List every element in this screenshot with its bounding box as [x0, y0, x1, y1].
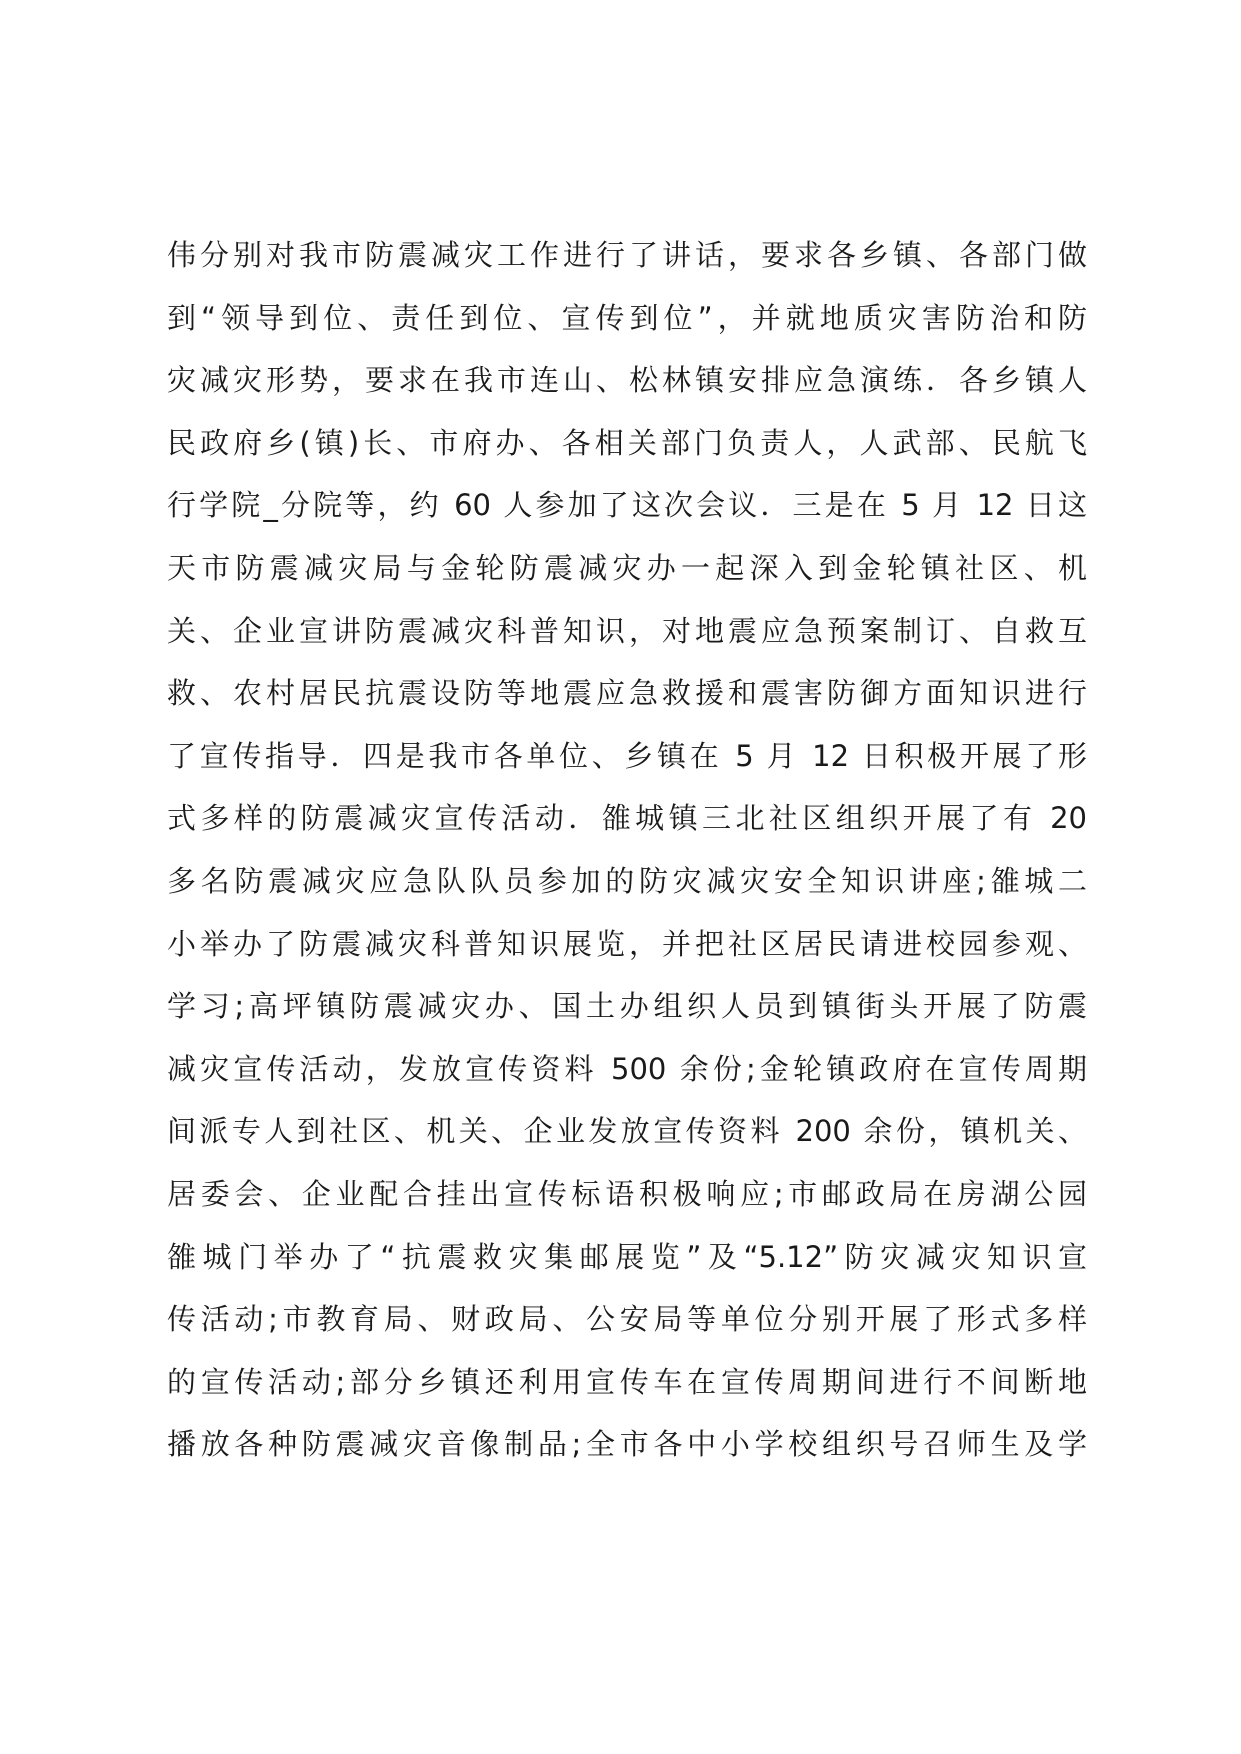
text-line: 行学院_分院等，约 60 人参加了这次会议．三是在 5 月 12 日这	[167, 488, 1087, 523]
text-line: 式多样的防震减灾宣传活动．雒城镇三北社区组织开展了有 20	[167, 801, 1087, 836]
text-line: 的宣传活动;部分乡镇还利用宣传车在宣传周期间进行不间断地	[167, 1364, 1087, 1399]
text-line: 间派专人到社区、机关、企业发放宣传资料 200 余份，镇机关、	[167, 1114, 1087, 1149]
text-line: 民政府乡(镇)长、市府办、各相关部门负责人，人武部、民航飞	[167, 425, 1087, 460]
text-line: 雒城门举办了“抗震救灾集邮展览”及“5.12”防灾减灾知识宣	[167, 1239, 1087, 1274]
text-line: 了宣传指导．四是我市各单位、乡镇在 5 月 12 日积极开展了形	[167, 738, 1087, 773]
body-text	[167, 224, 1087, 1476]
text-line: 天市防震减灾局与金轮防震减灾办一起深入到金轮镇社区、机	[167, 550, 1087, 585]
text-line: 传活动;市教育局、财政局、公安局等单位分别开展了形式多样	[167, 1302, 1087, 1337]
text-line: 伟分别对我市防震减灾工作进行了讲话，要求各乡镇、各部门做	[167, 238, 1087, 272]
text-line: 灾减灾形势，要求在我市连山、松林镇安排应急演练．各乡镇人	[167, 363, 1087, 398]
text-line: 学习;高坪镇防震减灾办、国土办组织人员到镇街头开展了防震	[167, 989, 1087, 1024]
text-line: 关、企业宣讲防震减灾科普知识，对地震应急预案制订、自救互	[167, 613, 1087, 648]
text-line: 小举办了防震减灾科普知识展览，并把社区居民请进校园参观、	[167, 926, 1087, 961]
text-line: 播放各种防震减灾音像制品;全市各中小学校组织号召师生及学	[167, 1427, 1087, 1462]
text-line: 到“领导到位、责任到位、宣传到位”，并就地质灾害防治和防	[167, 300, 1087, 335]
text-line: 多名防震减灾应急队队员参加的防灾减灾安全知识讲座;雒城二	[167, 863, 1087, 898]
text-line: 救、农村居民抗震设防等地震应急救援和震害防御方面知识进行	[167, 676, 1087, 711]
text-line: 居委会、企业配合挂出宣传标语积极响应;市邮政局在房湖公园	[167, 1176, 1087, 1211]
text-line: 减灾宣传活动，发放宣传资料 500 余份;金轮镇政府在宣传周期	[167, 1051, 1087, 1086]
